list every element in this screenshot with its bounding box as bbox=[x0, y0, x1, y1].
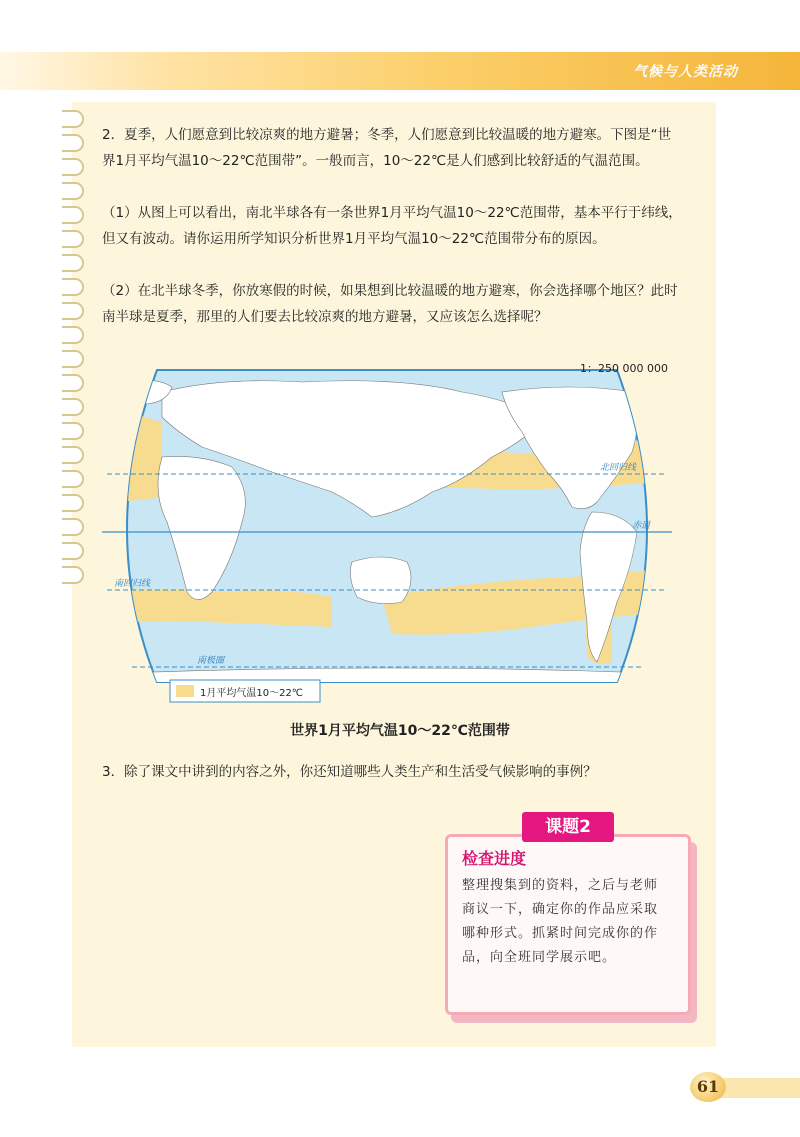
landmass-australia bbox=[350, 557, 411, 604]
task-body: 整理搜集到的资料，之后与老师商议一下，确定你的作品应采取哪种形式。抓紧时间完成你的作品，向全班同学展示吧。 bbox=[462, 878, 659, 965]
binder-ring bbox=[62, 182, 84, 200]
map-caption: 世界1月平均气温10～22℃范围带 bbox=[290, 723, 510, 739]
binder-ring bbox=[62, 278, 84, 296]
question-2-part-1: （1）从图上可以看出，南北半球各有一条世界1月平均气温10～22℃范围带，基本平行于纬线，但又有波动。请你运用所学知识分析世界1月平均气温10～22℃范围带分布的原因。 bbox=[102, 205, 682, 247]
chapter-title: 气候与人类活动 bbox=[633, 64, 738, 80]
world-map-svg bbox=[102, 362, 672, 712]
legend-label: 1月平均气温10～22℃ bbox=[200, 688, 304, 699]
binder-ring bbox=[62, 518, 84, 536]
binder-ring bbox=[62, 158, 84, 176]
binder-ring bbox=[62, 566, 84, 584]
page-number: 61 bbox=[690, 1072, 726, 1102]
binder-ring bbox=[62, 398, 84, 416]
binder-ring bbox=[62, 230, 84, 248]
binder-ring bbox=[62, 422, 84, 440]
binder-ring bbox=[62, 494, 84, 512]
tropic-of-cancer-label: 北回归线 bbox=[600, 463, 637, 473]
question-2-part-2: （2）在北半球冬季，你放寒假的时候，如果想到比较温暖的地方避寒，你会选择哪个地区？此时南半球是夏季，那里的人们要去比较凉爽的地方避暑，又应该怎么选择呢？ bbox=[102, 283, 678, 325]
task-heading: 检查进度 bbox=[462, 849, 527, 868]
binder-ring bbox=[62, 446, 84, 464]
task-tag: 课题2 bbox=[522, 812, 614, 842]
tropic-of-capricorn-label: 南回归线 bbox=[114, 579, 151, 589]
binder-ring bbox=[62, 326, 84, 344]
page-number-bar bbox=[715, 1078, 800, 1098]
binder-ring bbox=[62, 350, 84, 368]
binder-ring bbox=[62, 254, 84, 272]
equator-label: 赤道 bbox=[632, 521, 651, 531]
binder-ring bbox=[62, 302, 84, 320]
binder-ring bbox=[62, 206, 84, 224]
binder-ring bbox=[62, 110, 84, 128]
binder-ring bbox=[62, 542, 84, 560]
southern-temperature-band bbox=[102, 590, 332, 628]
question-2-intro: 2．夏季，人们愿意到比较凉爽的地方避暑；冬季，人们愿意到比较温暖的地方避寒。下图是“世界1月平均气温10～22℃范围带”。一般而言，10～22℃是人们感到比较舒适的气温范围。 bbox=[102, 127, 672, 169]
binder-ring bbox=[62, 374, 84, 392]
binder-ring bbox=[62, 134, 84, 152]
question-3: 3．除了课文中讲到的内容之外，你还知道哪些人类生产和生活受气候影响的事例？ bbox=[102, 764, 597, 780]
world-map bbox=[102, 362, 672, 712]
antarctic-circle-label: 南极圈 bbox=[197, 656, 225, 666]
scale-label: 1：250 000 000 bbox=[580, 362, 668, 375]
binder-ring bbox=[62, 470, 84, 488]
legend-swatch bbox=[176, 685, 194, 697]
binder-rings bbox=[62, 104, 92, 584]
